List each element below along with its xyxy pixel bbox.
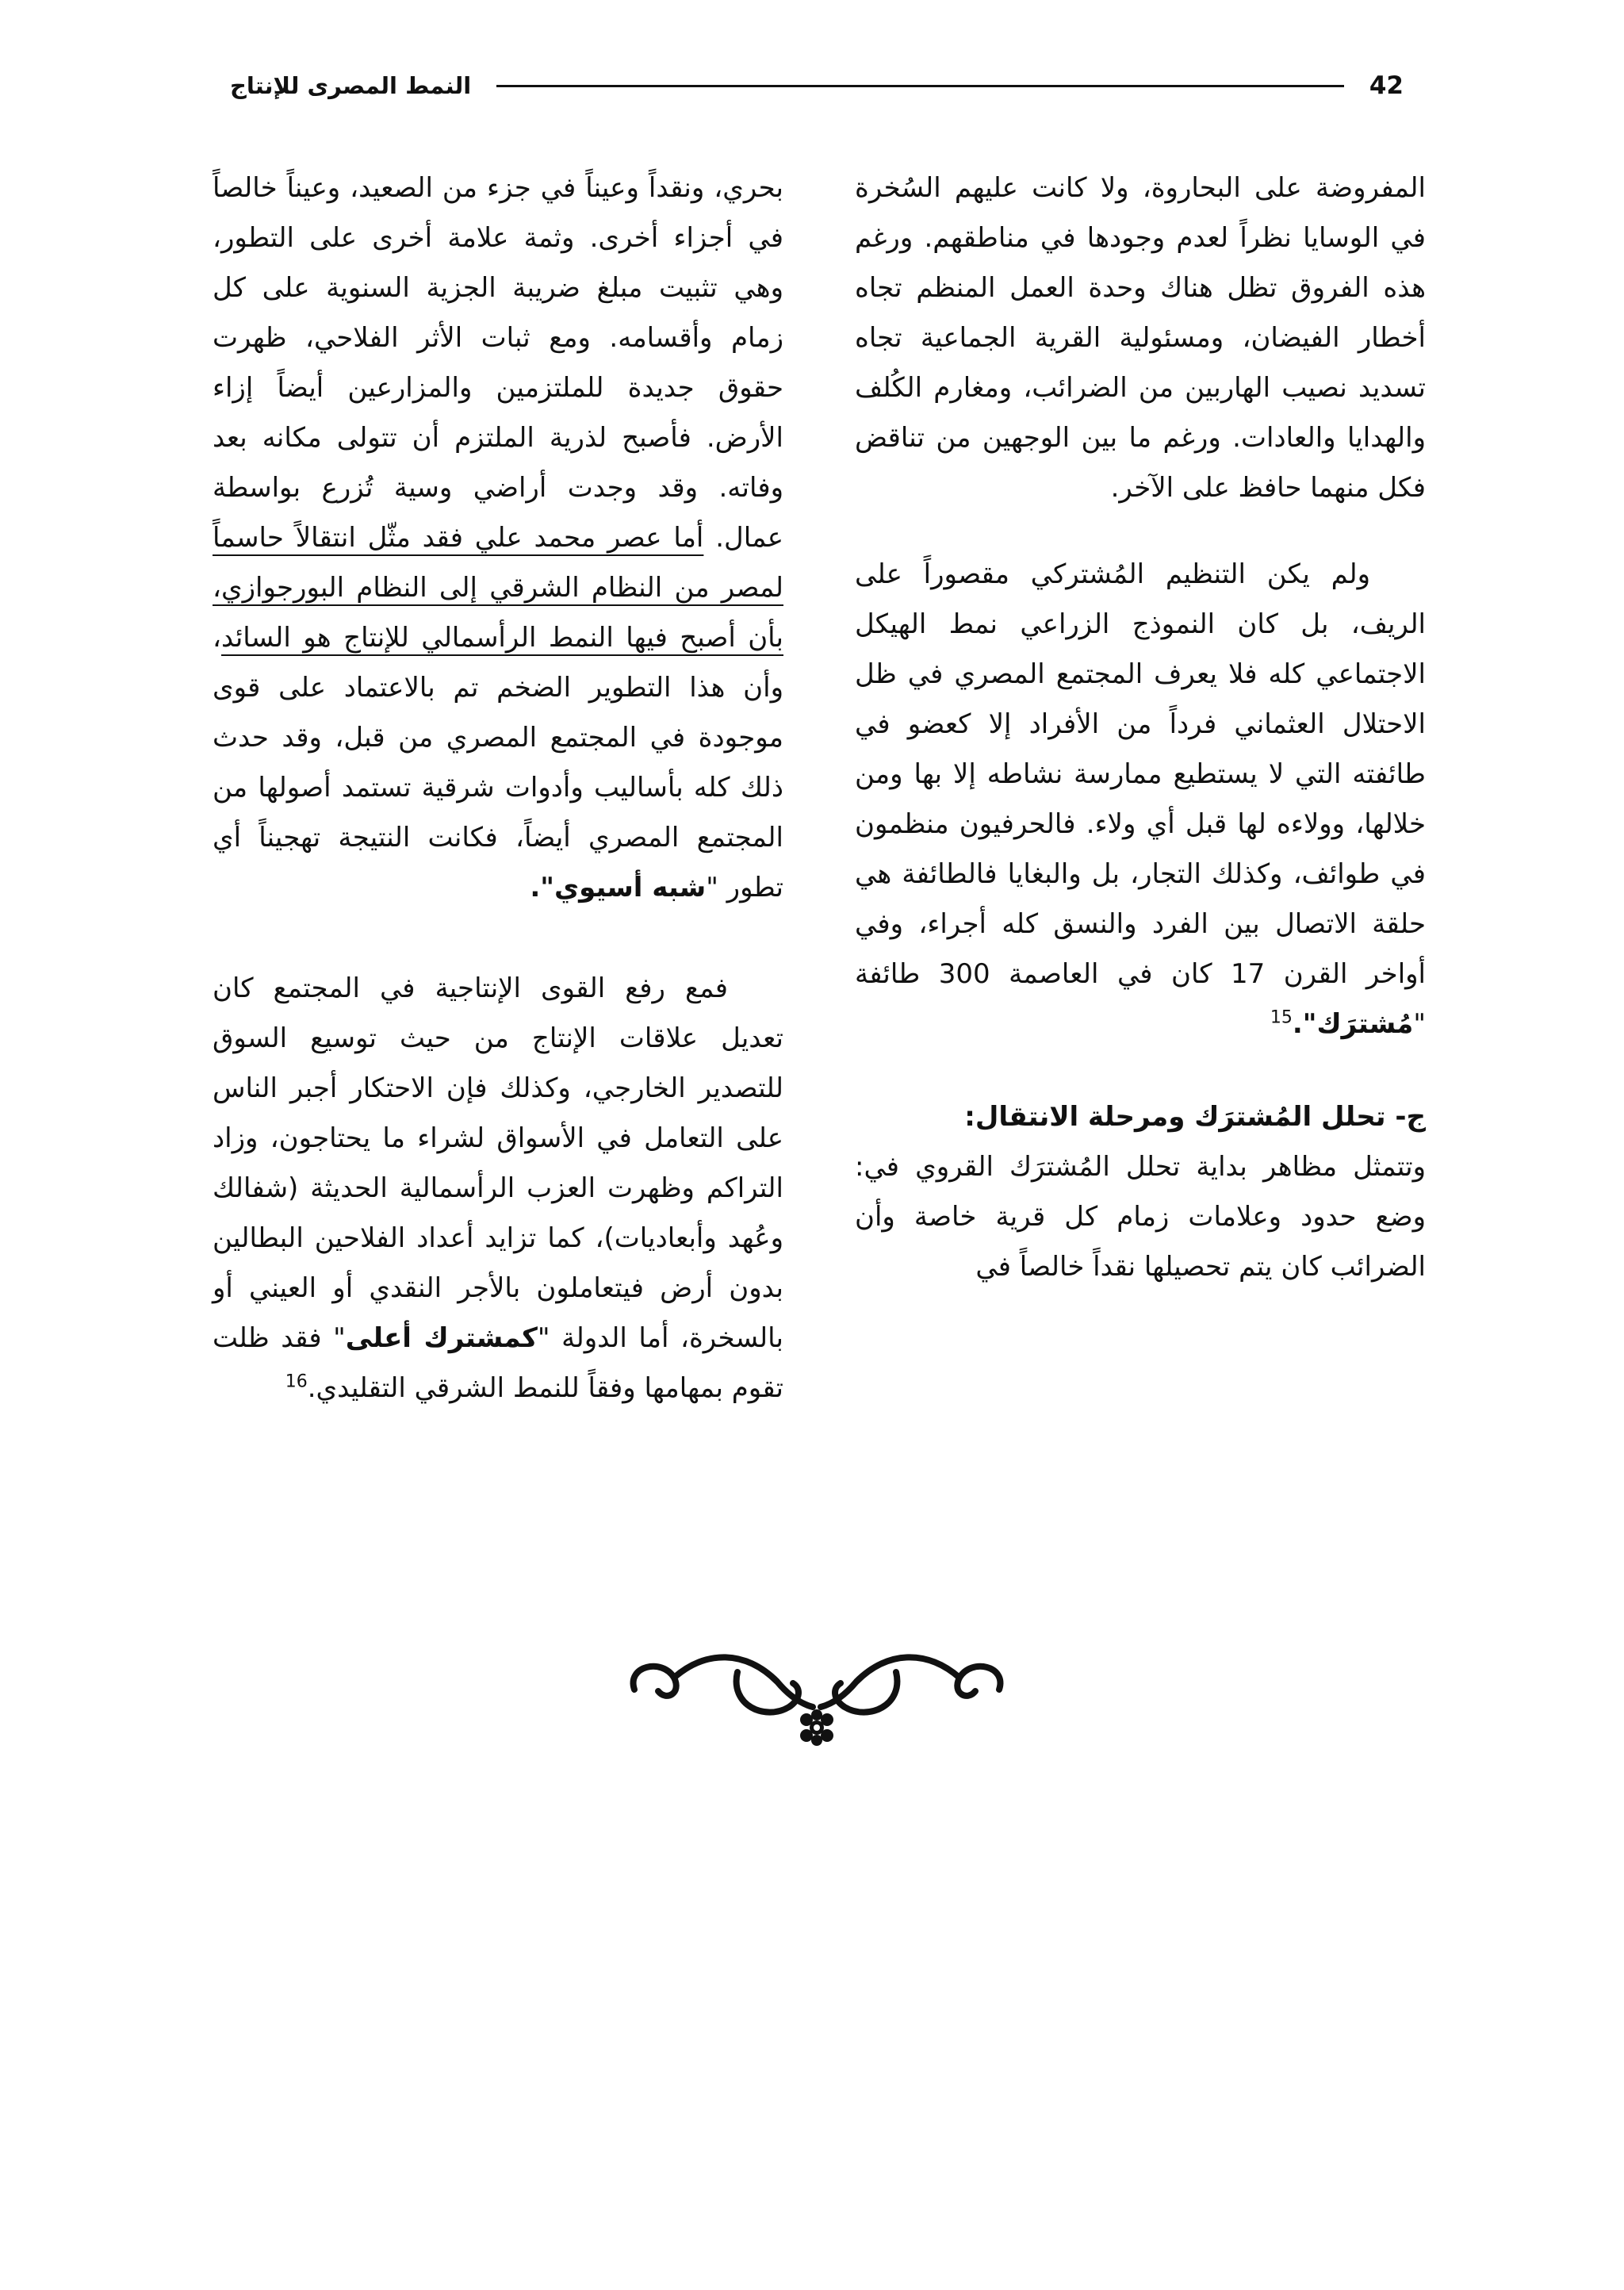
bold-term: شبه أسيوي [553, 872, 707, 903]
footnote-ref: 15 [1270, 1007, 1293, 1028]
paragraph-text: " فقد ظلت تقوم بمهامها وفقاً للنمط الشرقي التقليدي. [213, 1322, 783, 1404]
paragraph [213, 964, 783, 1414]
bold-term: مُشترَك [1316, 1008, 1414, 1040]
section-heading: ج- تحلل المُشترَك ومرحلة الانتقال: [964, 1101, 1426, 1133]
running-header [230, 62, 1404, 109]
page-number: 42 [1369, 71, 1404, 100]
bold-term-end: ". [1292, 1008, 1317, 1040]
paragraph-text: ولم يكن التنظيم المُشتركي مقصوراً على الريف، بل كان النموذج الزراعي نمط الهيكل الاجتماعي كله فلا يعرف المجتمع المصري في ظل الاحتلال العثماني فرداً من الأفراد إلا كعضو في طائفته التي لا يستطيع ممارسة نشاطه إلا بها ومن خلالها، وولاءه لها قبل أي ولاء. فالحرفيون منظمون في طوائف، وكذلك التجار، بل والبغايا فالطائفة هي حلقة الاتصال بين الفرد والنسق كله أجراء، وفي أواخر القرن 17 كان في العاصمة 300 طائفة " [855, 558, 1426, 1040]
paragraph: وتتمثل مظاهر بداية تحلل المُشترَك القروي في: وضع حدود وعلامات زمام كل قرية خاصة وأن الضرائب كان يتم تحصيلها نقداً خالصاً في [855, 1151, 1426, 1283]
paragraph-text: بحري، ونقداً وعيناً في جزء من الصعيد، وعيناً خالصاً في أجزاء أخرى. وثمة علامة أخرى على التطور، وهي تثبيت مبلغ ضريبة الجزية السنوية على كل زمام وأقسامه. ومع ثبات الأثر الفلاحي، ظهرت حقوق جديدة للملتزمين والمزارعين أيضاً إزاء الأرض. فأصبح لذرية الملتزم أن تتولى مكانه بعد وفاته. وقد وجدت أراضي وسية تُزرع بواسطة عمال. [213, 172, 784, 554]
paragraph-text: فمع رفع القوى الإنتاجية في المجتمع كان تعديل علاقات الإنتاج من حيث توسيع السوق للتصدير الخارجي، وكذلك فإن الاحتكار أجبر الناس على التعامل في الأسواق لشراء ما يحتاجون، وزاد التراكم وظهرت العزب الرأسمالية الحديثة (شفالك وعُهد وأبعاديات)، كما تزايد أعداد الفلاحين البطالين بدون أرض فيتعاملون بالأجر النقدي أو العيني أو بالسخرة، أما الدولة " [213, 972, 783, 1354]
paragraph [213, 163, 783, 913]
floral-divider-icon [619, 1634, 1015, 1753]
bold-term-end: ". [530, 872, 554, 903]
bold-term: كمشترك أعلى [345, 1322, 538, 1354]
left-column [213, 163, 783, 1414]
paragraph-text: ، وأن هذا التطوير الضخم تم بالاعتماد على قوى موجودة في المجتمع المصري من قبل، وقد حدث ذلك كله بأساليب وأدوات شرقية تستمد أصولها من المجتمع المصري أيضاً، فكانت النتيجة تهجيناً أي تطور " [213, 622, 783, 903]
paragraph: المفروضة على البحاروة، ولا كانت عليهم السُخرة في الوسايا نظراً لعدم وجودها في مناطقهم. ورغم هذه الفروق تظل هناك وحدة العمل المنظم تجاه أخطار الفيضان، ومسئولية القرية الجماعية تجاه تسديد نصيب الهاربين من الضرائب، ومغارم الكُلف والهدايا والعادات. ورغم ما بين الوجهين من تناقض فكل منهما حافظ على الآخر. [855, 172, 1426, 504]
paragraph [855, 550, 1426, 1049]
footnote-ref: 16 [285, 1371, 308, 1392]
header-rule [496, 85, 1344, 87]
right-column [855, 163, 1426, 1292]
underlined-passage: أما عصر محمد علي فقد مثّل انتقالاً حاسماً لمصر من النظام الشرقي إلى النظام البورجوازي، بأن أصبح فيها النمط الرأسمالي للإنتاج هو السائد [213, 522, 783, 654]
running-title: النمط المصرى للإنتاج [230, 72, 472, 99]
